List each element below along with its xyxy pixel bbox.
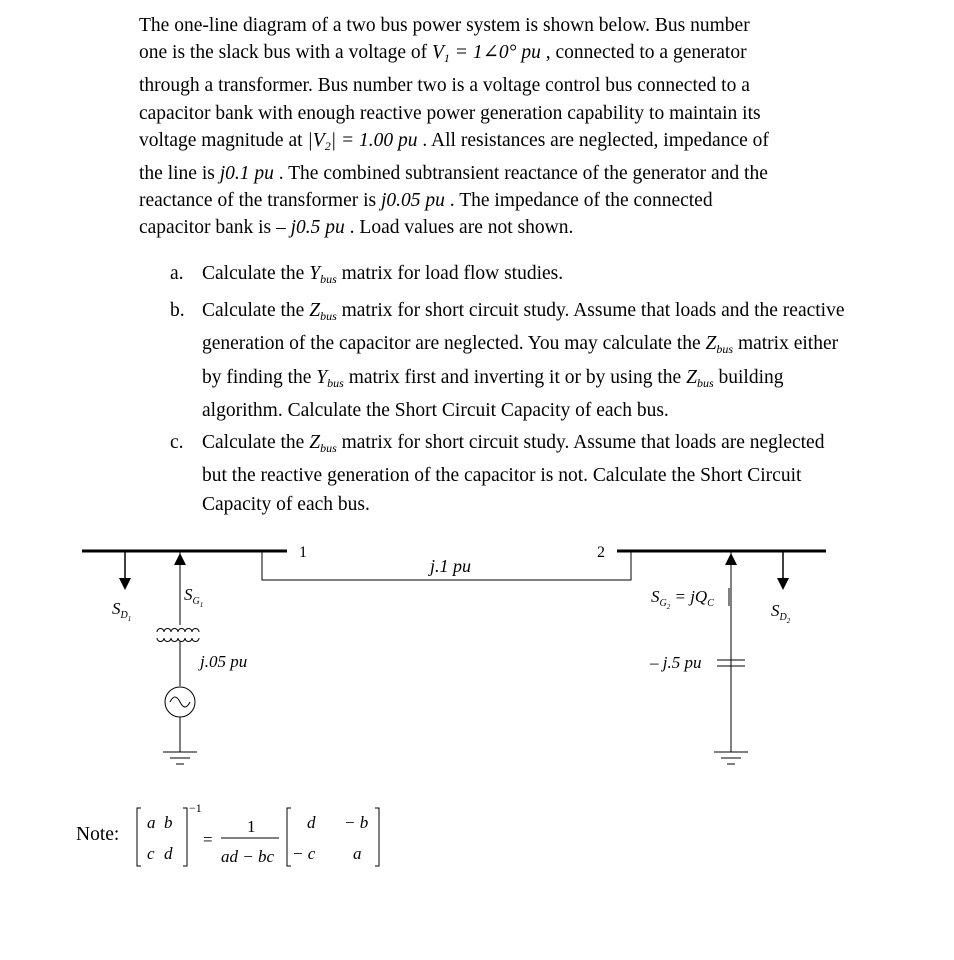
- load-2-arrow-icon: [777, 551, 789, 590]
- svg-text:−1: −1: [189, 801, 202, 815]
- problem-line: one is the slack bus with a voltage of $V_1$ = 1∠0° pu , connected to a generator: [139, 42, 747, 66]
- generator-2-arrow-icon: [725, 553, 737, 565]
- svg-text:− b: − b: [344, 813, 369, 832]
- problem-line: The one-line diagram of a two bus power system is shown below. Bus number: [139, 15, 750, 36]
- transformer-icon: [157, 629, 199, 642]
- svg-text:a: a: [147, 813, 156, 832]
- load-1-label: $S_D1$: [112, 599, 132, 623]
- bus-2-label: 2: [597, 544, 605, 561]
- question-label: a.: [170, 263, 184, 284]
- question-a: a. Calculate the $Y_{bus}$ matrix for load flow studies.: [170, 260, 850, 294]
- load-1-arrow-icon: [119, 551, 131, 590]
- generator-ac-source-icon: [165, 687, 195, 717]
- svg-text:d: d: [307, 813, 316, 832]
- ground-1-icon: [163, 752, 197, 764]
- svg-text:1: 1: [247, 817, 256, 836]
- question-c: c. Calculate the $Z_{bus}$ matrix for short circuit study. Assume that loads are neglected but the reactive generation of the capacitor is not. Calculate the Short Circuit Capacity of each bus.: [170, 429, 850, 520]
- question-label: c.: [170, 431, 184, 453]
- capacitor-impedance-label: – j.5 pu: [650, 653, 702, 672]
- generator-impedance-label: j.05 pu: [200, 652, 248, 671]
- generator-2-power-label: $S_G2 = jQ_C$: [651, 587, 714, 611]
- question-b: b. Calculate the $Z_{bus}$ matrix for short circuit study. Assume that loads and the reactive generation of the capacitor are neglected. You may calculate the $Z_{bus}$ matrix either by finding the $Y_{bus}$ matrix first and inverting it or by using the $Z_{bus}$ building algorithm. Calculate the Short Circuit Capacity of each bus.: [170, 297, 850, 426]
- generator-1-arrow-icon: [174, 553, 186, 565]
- svg-text:b: b: [164, 813, 173, 832]
- generator-1-power-label: $S_G1$: [184, 585, 204, 609]
- problem-line: voltage magnitude at $|V_2| = 1.00$ pu . All resistances are neglected, impedance of: [139, 129, 769, 153]
- question-label: b.: [170, 299, 185, 321]
- svg-text:=: =: [203, 830, 213, 849]
- note-label: Note:: [76, 824, 120, 845]
- problem-line: capacitor bank with enough reactive power generation capability to maintain its: [139, 102, 761, 124]
- problem-line: the line is j0.1 pu . The combined subtransient reactance of the generator and the: [139, 163, 768, 185]
- svg-text:a: a: [353, 844, 362, 863]
- ground-2-icon: [714, 752, 748, 764]
- problem-line: capacitor bank is – j0.5 pu . Load values are not shown.: [139, 217, 574, 239]
- problem-line: reactance of the transformer is j0.05 pu . The impedance of the connected: [139, 190, 713, 212]
- line-impedance-label: j.1 pu: [430, 556, 472, 576]
- svg-text:− c: − c: [292, 844, 316, 863]
- svg-text:d: d: [164, 844, 173, 863]
- bus-1-label: 1: [299, 544, 307, 561]
- svg-text:c: c: [147, 844, 155, 863]
- matrix-inverse-formula: [137, 801, 379, 866]
- load-2-label: $S_D2$: [771, 601, 791, 625]
- svg-text:ad − bc: ad − bc: [221, 847, 275, 866]
- problem-line: through a transformer. Bus number two is a voltage control bus connected to a: [139, 75, 750, 97]
